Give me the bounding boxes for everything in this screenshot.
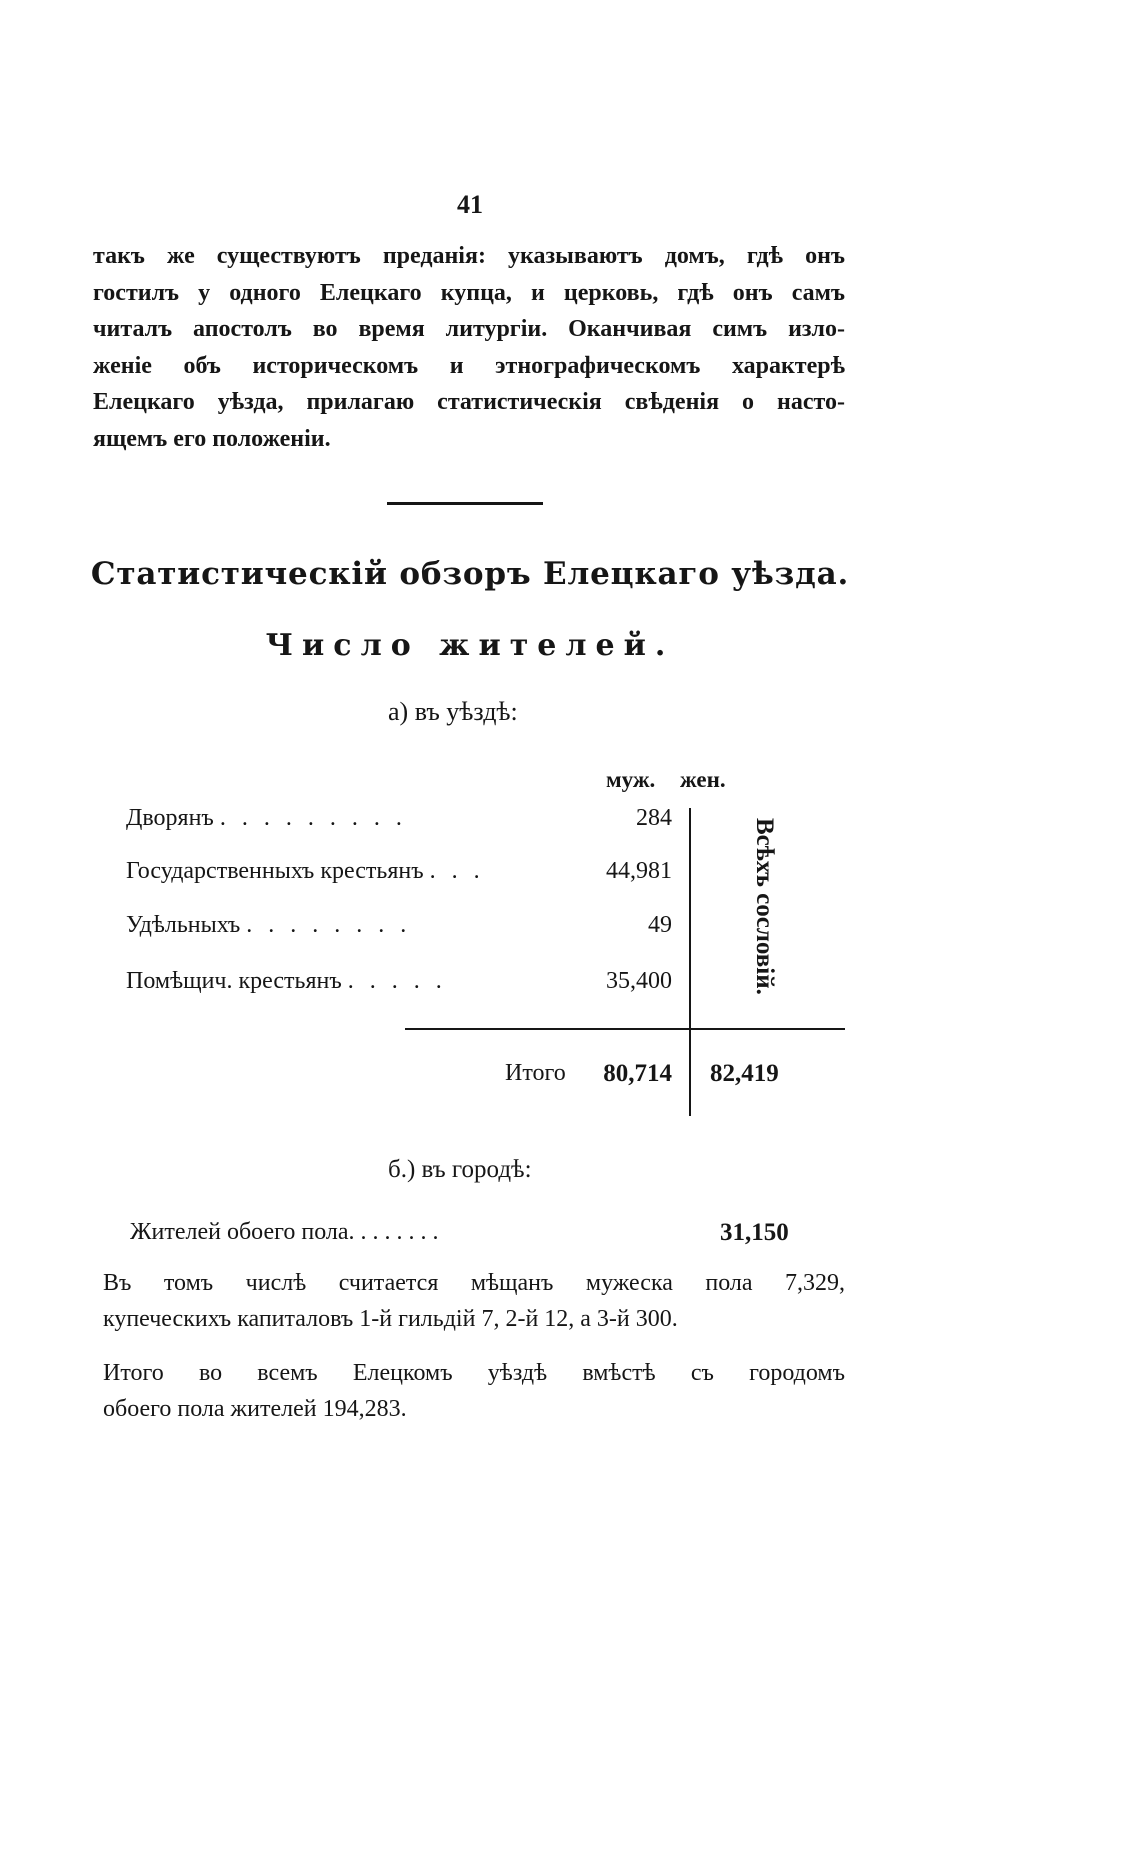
leader-dots: . . . . .	[347, 968, 447, 994]
total-rule	[405, 1028, 845, 1030]
paragraph-line: Въ томъ числѣ считается мѣщанъ мужеска пола 7,329,	[103, 1270, 845, 1296]
row-label-text: Государственныхъ крестьянъ	[126, 858, 424, 884]
city-residents-label: Жителей обоего пола. . . . . . . .	[130, 1219, 439, 1245]
table-cell-male: 49	[648, 912, 672, 938]
total-female: 82,419	[710, 1060, 779, 1087]
grand-total-paragraph	[103, 1355, 845, 1427]
table-row-label	[126, 858, 485, 885]
table-cell-male: 284	[636, 805, 672, 831]
row-label-text: Удѣльныхъ	[126, 912, 241, 938]
table-row-label	[126, 912, 411, 939]
total-label: Итого	[505, 1060, 566, 1086]
section-divider	[387, 502, 543, 505]
page-number: 41	[457, 190, 483, 219]
table-cell-male: 35,400	[606, 968, 672, 994]
intro-line: женіе объ историческомъ и этнографическомъ характерѣ	[93, 352, 845, 379]
leader-dots: . . .	[429, 858, 485, 884]
leader-dots: . . . . . . . . .	[219, 805, 407, 831]
row-label-text: Помѣщич. крестьянъ	[126, 968, 342, 994]
city-heading: б.) въ городѣ:	[388, 1156, 532, 1183]
paragraph-line: Итого во всемъ Елецкомъ уѣздѣ вмѣстѣ съ городомъ	[103, 1360, 845, 1386]
section-subtitle: Число жителей.	[265, 628, 675, 663]
city-residents-value: 31,150	[720, 1219, 789, 1246]
county-heading: а) въ уѣздѣ:	[388, 697, 518, 726]
table-cell-male: 44,981	[606, 858, 672, 884]
section-title: Статистическій обзоръ Елецкаго уѣзда.	[90, 556, 850, 592]
column-divider	[689, 808, 691, 1116]
paragraph-line: обоего пола жителей 194,283.	[103, 1396, 407, 1422]
table-row-label	[126, 968, 447, 995]
row-label-text: Дворянъ	[126, 805, 214, 831]
column-header-male: муж.	[606, 767, 656, 792]
column-header-female: жен.	[680, 767, 726, 792]
leader-dots: . . . . . . . .	[246, 912, 412, 938]
female-all-estates-note: Всѣхъ сословій.	[751, 818, 778, 995]
table-row-label	[126, 805, 407, 832]
intro-line: читалъ апостолъ во время литургіи. Оканчивая симъ изло-	[93, 316, 845, 343]
city-paragraph	[103, 1265, 845, 1337]
intro-paragraph	[93, 238, 845, 458]
intro-line: гостилъ у одного Елецкаго купца, и церковь, гдѣ онъ самъ	[93, 279, 845, 306]
intro-line: такъ же существуютъ преданія: указываютъ домъ, гдѣ онъ	[93, 243, 845, 269]
total-male: 80,714	[603, 1060, 672, 1087]
intro-line: ящемъ его положеніи.	[93, 425, 331, 452]
paragraph-line: купеческихъ капиталовъ 1-й гильдій 7, 2-й 12, а 3-й 300.	[103, 1306, 678, 1332]
intro-line: Елецкаго уѣзда, прилагаю статистическія свѣденія о насто-	[93, 389, 845, 416]
